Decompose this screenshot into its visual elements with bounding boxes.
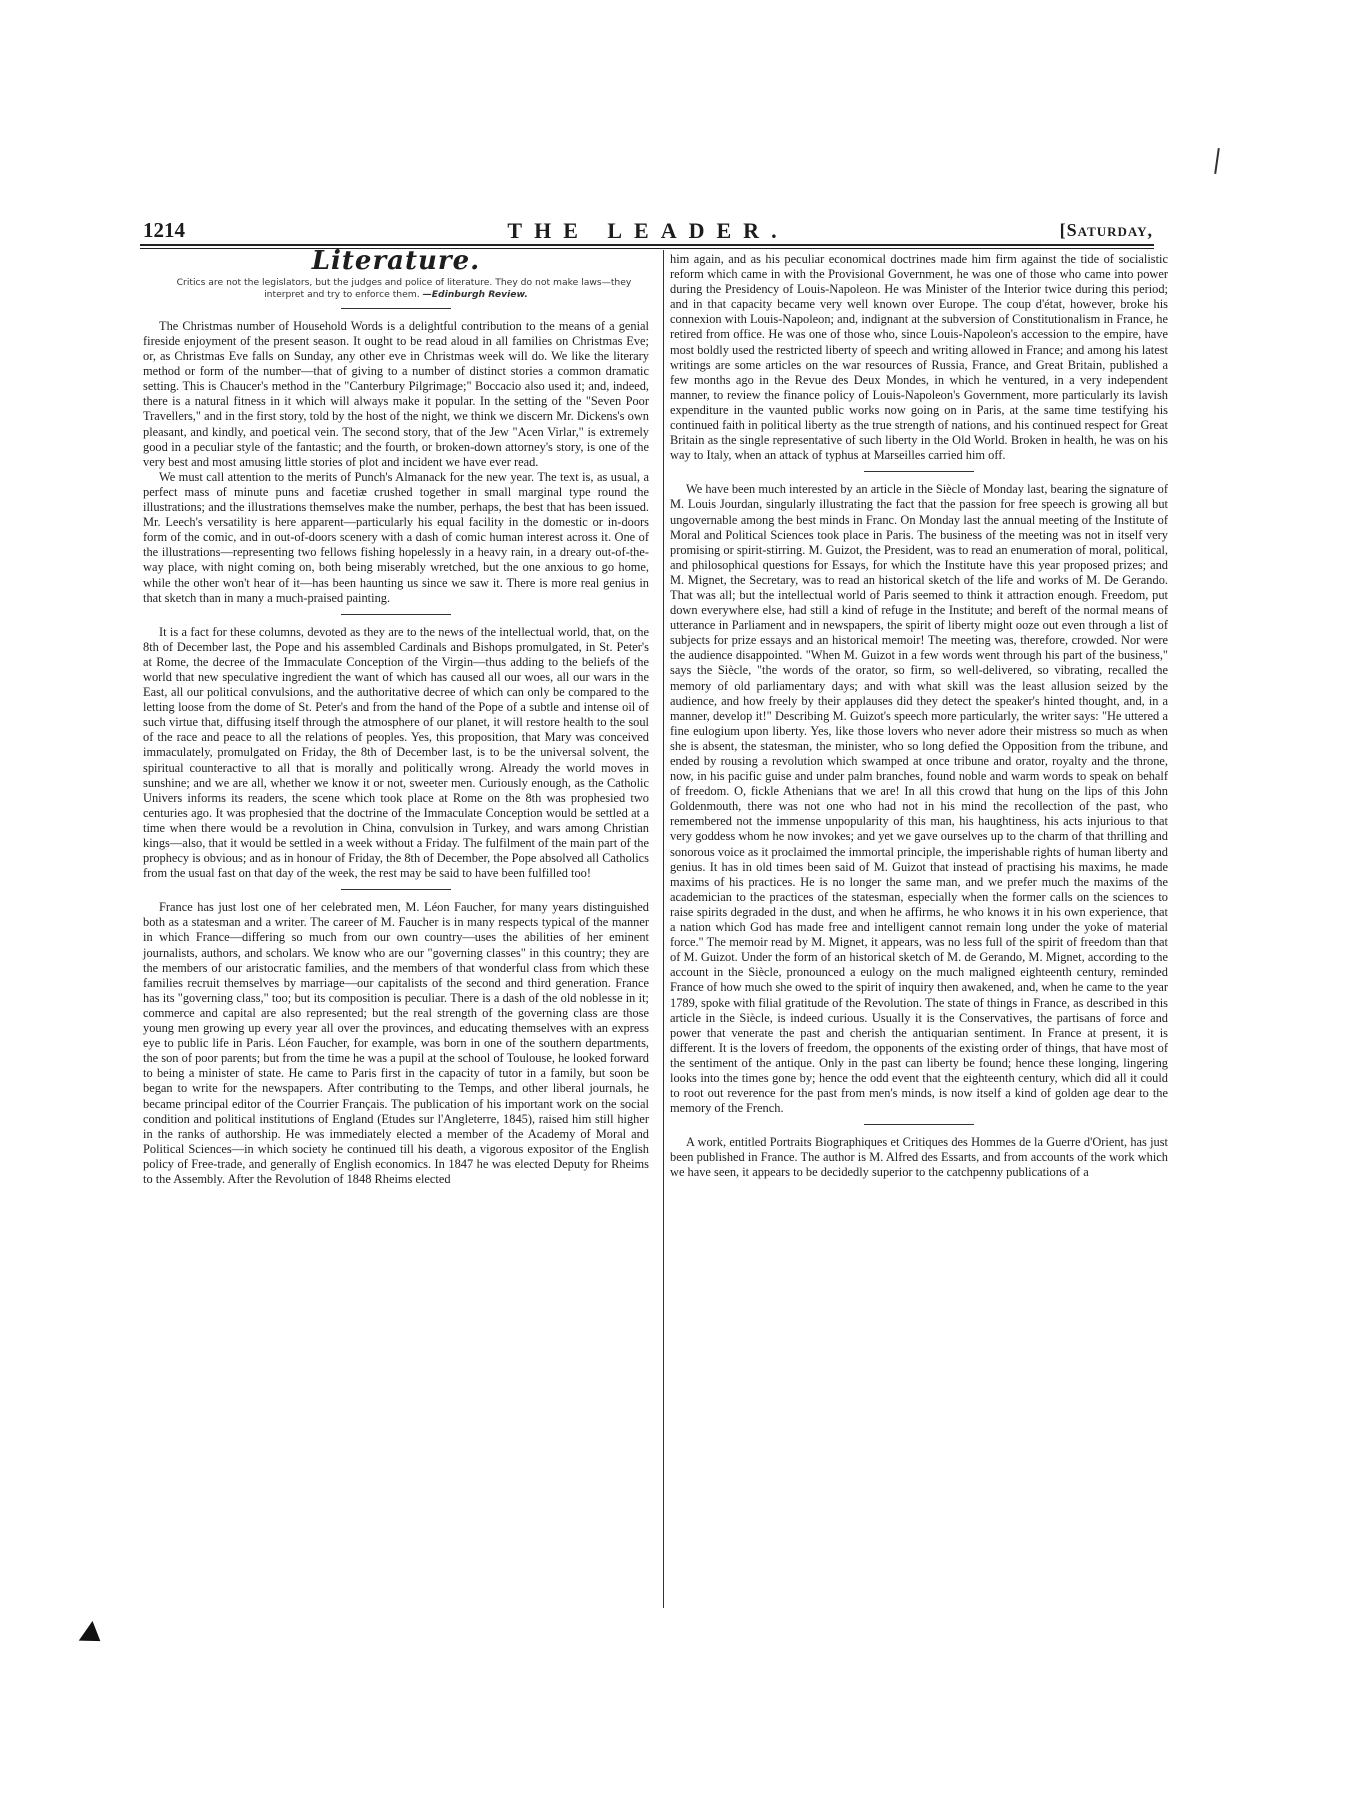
article-household-words: The Christmas number of Household Words is a delightful contribution to the means of a genial fireside enjoyment of the present season. It ought to be read aloud in all families on Christmas Eve; or, as Christmas Eve falls on Sunday, any other eve in Christmas week will do. We like the literary method or form of the number—that of giving to a number of distinct stories a common dramatic setting. This is Chaucer's method in the "Canterbury Pilgrimage;" Boccacio also used it; and, indeed, there is a natural fitness in it which will always make it popular. In the setting of the "Seven Poor Travellers," and in the first story, told by the host of the night, we think we discern Mr. Dickens's own pleasant, and kindly, and poetical vein. The second story, that of the Jew "Acen Virlar," is extremely good in a peculiar style of the fantastic; and the fourth, or broken-down attorney's story, is one of the very best and most amusing little stories of plot and incident we have ever read. bbox=[143, 318, 649, 469]
separator-rule bbox=[341, 614, 451, 615]
article-faucher-continued: him again, and as his peculiar economical doctrines made him firm against the tide of socialistic reform which came in with the Provisional Government, he was one of those who came into power during the Presidency of Louis-Napoleon. He was Minister of the Interior twice during this period; and in that capacity became very well known over Europe. The coup d'état, however, broke his connexion with Louis-Napoleon; and, indignant at the subversion of Constitutionalism in France, he retired from office. He was one of those who, since Louis-Napoleon's accession to the empire, have most boldly used the restricted liberty of speech and writing allowed in France; and among his latest writings are some articles on the war resources of Russia, France, and Great Britain, published a few months ago in the Revue des Deux Mondes, in which he ventured, in a very independent manner, to review the finance policy of Louis-Napoleon's Government, more particularly its lavish expenditure in the vaunted public works now going on in Paris, at the same time testifying his continued faith in political liberty as the true strength of nations, and his continued respect for Great Britain as the single representative of such liberty in the Old World. Broken in health, he was on his way to Italy, when an attack of typhus at Marseilles carried him off. bbox=[670, 252, 1168, 463]
article-punch-almanack: We must call attention to the merits of Punch's Almanack for the new year. The text is, as usual, a perfect mass of minute puns and facetiæ crushed together in small marginal type round the illustrations; and the illustrations themselves make the number, perhaps, the best that has been issued. Mr. Leech's versatility is here apparent—particularly his equal facility in the domestic or in-doors form of the comic, and in out-of-doors scenery with a dash of comic human interest across it. One of the illustrations—representing two fellows fishing hopelessly in a heavy rain, in a dreary out-of-the-way place, with night coming on, both being miserably wretched, but the one anxious to go home, while the other won't hear of it—has been haunting us since we saw it. There is more real genius in that sketch than in many a much-praised painting. bbox=[143, 469, 649, 605]
issue-day: [Saturday, bbox=[1059, 220, 1153, 240]
corner-arrow-icon bbox=[79, 1621, 108, 1651]
motto-text: Critics are not the legislators, but the judges and police of literature. They do not make laws—they interpret and try to enforce them. bbox=[176, 277, 632, 300]
motto-source: —Edinburgh Review. bbox=[422, 288, 528, 300]
header-rule-thin bbox=[140, 248, 1154, 249]
article-institute-meeting: We have been much interested by an article in the Siècle of Monday last, bearing the signature of M. Louis Jourdan, singularly illustrating the fact that the passion for free speech is growing all but ungovernable among the best minds in Franc. On Monday last the annual meeting of the Institute of Moral and Political Sciences took place in Paris. The business of the meeting was not in itself very promising or spirit-stirring. M. Guizot, the President, was to read an enumeration of moral, political, and philosophical questions for Essays, for which the Institute have this year proposed prizes; and M. Mignet, the Secretary, was to read an historical sketch of the life and works of M. De Gerando. That was all; but the intellectual world of Paris seemed to think it attraction enough. Freedom, put down everywhere else, had still a kind of refuge in the Institute; and bereft of the normal means of utterance in Parliament and in newspapers, the spirit of liberty might ooze out even through a list of subjects for prize essays and an historical memoir! The meeting was, therefore, crowded. Nor were the audience disappointed. "When M. Guizot in a few words went through his part of the business," says the Siècle, "the words of the orator, so firm, so well-delivered, so vibrating, recalled the memory of old parliamentary days; and with what skill was the least allusion seized by the audience, and how freely by their applauses did they detect the speaker's hinted thought, and, in a manner, develop it!" Describing M. Guizot's speech more particularly, the writer says: "He uttered a fine eulogium upon liberty. Yes, like those lovers who never adore their mistress so much as when she is absent, the statesman, the minister, who so long defied the Opposition from the tribune, and ended by rousing a revolution which swamped at once tribune and orator, royalty and the throne, now, in his pacific guise and under palm branches, found noble and warm words to speak on behalf of freedom. O, fickle Athenians that we are! In all this crowd that hung on the lips of this John Goldenmouth, there was not one who had not in his mind the recollection of the past, who remembered not the immense unpopularity of this man, his haughtiness, his acts injurious to that very goddess whom he now invokes; and yet we gave ourselves up to the charm of that thrilling and sonorous voice as it proclaimed the immortal principle, the imperishable rights of human liberty and genius. It has in old times been said of M. Guizot that instead of practising his maxims, he made maxims of his practices. He is no longer the same man, and we prefer much the maxims of the academician to the practices of the statesman, especially when the former calls on the sciences to raise spirits degraded in the dust, and when he affirms, he who knows it in his own experience, that a nation which God has made free and intelligent cannot remain long under the yoke of material force." The memoir read by M. Mignet, it appears, was no less full of the spirit of freedom than that of M. Guizot. Under the form of an historical sketch of M. de Gerando, M. Mignet, according to the account in the Siècle, pronounced a eulogy on the much maligned eighteenth century, reminded France of how much she owed to the spirit of inquiry then awakened, and, when he came to the year 1789, spoke with filial gratitude of the Revolution. The state of things in France, as described in this article in the Siècle, is indeed curious. Usually it is the Conservatives, the partisans of force and power that venerate the past and cherish the antiquarian sentiment. In France at present, it is different. It is the lovers of freedom, the opponents of the existing order of things, that have most of the sentiment of the antique. Only in the past can liberty be found; hence these longing, lingering looks into the times gone by; hence the odd event that the eighteenth century, which did all it could to root out reverence for the past from men's minds, is now itself a kind of golden age dear to the memory of the French. bbox=[670, 482, 1168, 1116]
section-heading: Literature. bbox=[311, 246, 481, 276]
page-number: 1214 bbox=[143, 218, 185, 242]
right-column bbox=[670, 252, 1168, 1181]
margin-mark bbox=[1214, 148, 1220, 174]
separator-rule bbox=[864, 471, 974, 472]
separator-rule bbox=[341, 889, 451, 890]
header-rule bbox=[140, 244, 1154, 246]
section-motto bbox=[143, 277, 649, 300]
newspaper-title: THE LEADER. bbox=[507, 218, 789, 243]
article-portraits-biographiques: A work, entitled Portraits Biographiques et Critiques des Hommes de la Guerre d'Orient, has just been published in France. The author is M. Alfred des Essarts, and from accounts of the work which we have seen, it appears to be decidedly superior to the catchpenny publications of a bbox=[670, 1135, 1168, 1180]
separator-rule bbox=[341, 308, 451, 309]
left-column bbox=[143, 246, 649, 1187]
article-immaculate-conception: It is a fact for these columns, devoted as they are to the news of the intellectual world, that, on the 8th of December last, the Pope and his assembled Cardinals and Bishops promulgated, in St. Peter's at Rome, the decree of the Immaculate Conception of the Virgin—thus adding to the beliefs of the world that new speculative ingredient the want of which has caused all our woes, all our wars in the East, all our political convulsions, and the authoritative decree of which can only be compared to the letting loose from the dome of St. Peter's and from the hand of the Pope of a subtle and intense oil of such virtue that, diffusing itself through the atmosphere of our planet, it will restore health to the soul of the race and peace to all the relations of peoples. Yes, this proposition, that Mary was conceived immaculately, promulgated on Friday, the 8th of December last, is to be the universal solvent, the spiritual counteractive to all that is morally and politically wrong. Already the world moves in sunshine; and we are all, whether we know it or not, sweeter men. Curiously enough, as the Catholic Univers informs its readers, the scene which took place at Rome on the 8th was prophesied two centuries ago. It was prophesied that the doctrine of the Immaculate Conception would be settled at a time when there would be a revolution in China, convulsion in Turkey, and wars among Christian kings—also, that it would be settled in a week without a Friday. The fulfilment of the main part of the prophecy is obvious; and as in honour of Friday, the 8th of December, the Pope absolved all Catholics from the usual fast on that day of the week, the rest may be said to have been fulfilled too! bbox=[143, 624, 649, 881]
column-divider bbox=[663, 250, 664, 1608]
separator-rule bbox=[864, 1124, 974, 1125]
article-leon-faucher: France has just lost one of her celebrated men, M. Léon Faucher, for many years distinguished both as a statesman and a writer. The career of M. Faucher is in many respects typical of the manner in which France—differing so much from our own country—uses the abilities of her eminent journalists, authors, and scholars. We know who are our "governing classes" in this country; they are the members of our aristocratic families, and the members of that wonderful class from which these families recruit themselves by marriage—our capitalists of the second and third generation. France has its "governing class," too; but its composition is peculiar. There is a dash of the old noblesse in it; commerce and capital are also represented; but the real strength of the governing class are those young men growing up every year all over the provinces, and educating themselves with an express eye to public life in Paris. Léon Faucher, for example, was born in one of the southern departments, the son of poor parents; but from the time he was a pupil at the school of Toulouse, he looked forward to being a minister of state. He came to Paris first in the capacity of tutor in a family, but soon be began to write for the newspapers. After contributing to the Temps, and other liberal journals, he became principal editor of the Courrier Français. The publication of his important work on the social condition and political institutions of England (Etudes sur l'Angleterre, 1845), raised him still higher in the ranks of authorship. He was immediately elected a member of the Academy of Moral and Political Sciences—in which society he continued till his death, a vigorous expositor of the English policy of Free-trade, and generally of English economics. In 1847 he was elected Deputy for Rheims to the Assembly. After the Revolution of 1848 Rheims elected bbox=[143, 900, 649, 1186]
